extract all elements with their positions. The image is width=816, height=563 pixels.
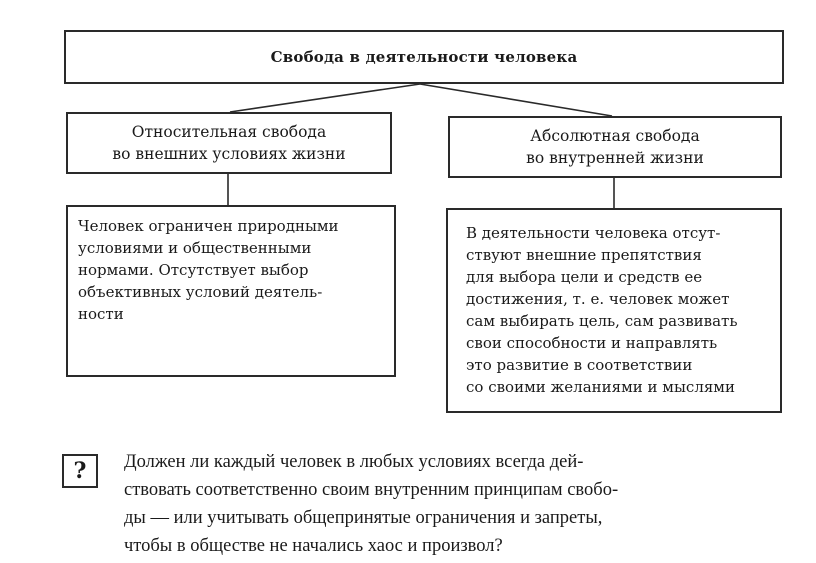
category-line: Абсолютная свобода — [530, 127, 700, 145]
description-line: свои способности и направлять — [466, 334, 718, 352]
category-relative-freedom — [66, 112, 392, 174]
category-line: во внутренней жизни — [526, 149, 704, 167]
description-line: В деятельности человека отсут- — [466, 224, 721, 242]
connector-title-to-right — [420, 84, 612, 116]
category-line: во внешних условиях жизни — [112, 145, 346, 163]
description-line: для выбора цели и средств ее — [466, 268, 703, 286]
description-line: ствуют внешние препятствия — [466, 246, 702, 264]
connector-title-to-left — [230, 84, 420, 112]
description-line: Человек ограничен природными — [78, 217, 339, 235]
description-relative-freedom — [66, 205, 396, 377]
description-line: это развитие в соответствии — [466, 356, 693, 374]
question-mark-icon: ? — [62, 454, 98, 488]
question-line: ствовать соответственно своим внутренним принципам свобо- — [124, 480, 619, 500]
question-text — [124, 448, 784, 560]
category-line: Относительная свобода — [131, 123, 327, 141]
diagram-title: Свобода в деятельности человека — [270, 48, 578, 66]
description-absolute-freedom — [446, 208, 782, 413]
description-line: ности — [78, 305, 124, 323]
diagram-title-box — [64, 30, 784, 84]
description-line: со своими желаниями и мыслями — [466, 378, 735, 396]
question-line: ды — или учитывать общепринятые ограничения и запреты, — [124, 508, 603, 528]
description-line: объективных условий деятель- — [78, 283, 323, 301]
question-line: Должен ли каждый человек в любых условиях всегда дей- — [124, 452, 584, 472]
description-line: нормами. Отсутствует выбор — [78, 261, 309, 279]
description-line: условиями и общественными — [78, 239, 312, 257]
description-line: достижения, т. е. человек может — [466, 290, 730, 308]
question-line: чтобы в обществе не начались хаос и произвол? — [124, 536, 503, 556]
description-line: сам выбирать цель, сам развивать — [466, 312, 738, 330]
category-absolute-freedom — [448, 116, 782, 178]
